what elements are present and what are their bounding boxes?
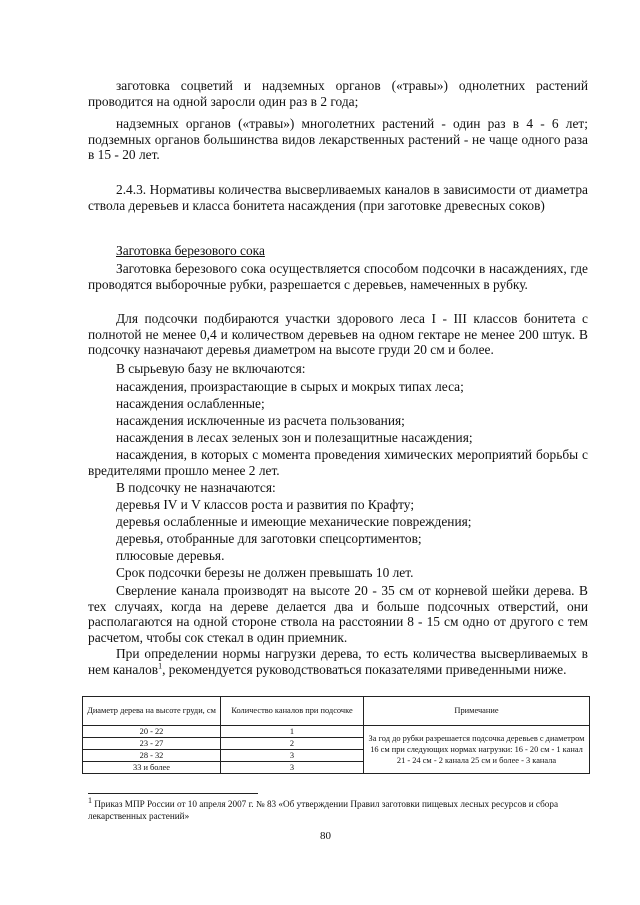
list-line: В сырьевую базу не включаются:: [116, 361, 306, 376]
paragraph-perennial-plants: надземных органов («травы») многолетних растений - один раз в 4 - 6 лет; подземных органов большинства видов лекарственных растений - не чаще одного раза в 15 - 20 лет.: [88, 116, 588, 163]
subheading-birch-sap: Заготовка березового сока: [116, 243, 265, 258]
list-line: насаждения в лесах зеленых зон и полезащитные насаждения;: [116, 430, 473, 445]
paragraph-annual-plants: заготовка соцветий и надземных органов («травы») однолетних растений проводится на одной заросли один раз в 2 года;: [88, 78, 588, 109]
table-row: [83, 726, 590, 738]
table-header-row: [83, 697, 590, 726]
cell-diameter: 33 и более: [83, 762, 221, 774]
section-heading-2-4-3: 2.4.3. Нормативы количества высверливаемых каналов в зависимости от диаметра ствола деревьев и класса бонитета насаждения (при заготовке древесных соков): [88, 182, 588, 213]
paragraph-birch-sap-intro: Заготовка березового сока осуществляется способом подсочки в насаждениях, где проводятся выборочные рубки, разрешается с деревьев, намеченных в рубку.: [88, 261, 588, 292]
header-channels: Количество каналов при подсочке: [221, 697, 364, 726]
cell-channels: 1: [221, 726, 364, 738]
cell-diameter: 23 - 27: [83, 738, 221, 750]
list-line: плюсовые деревья.: [116, 548, 225, 563]
cell-channels: 2: [221, 738, 364, 750]
header-note: Примечание: [364, 697, 590, 726]
footnote-text: Приказ МПР России от 10 апреля 2007 г. № 83 «Об утверждении Правил заготовки пищевых лесных ресурсов и сбора лекарственных растений»: [88, 799, 559, 821]
footnote-ref: 1: [158, 661, 163, 671]
cell-note: За год до рубки разрешается подсочка деревьев с диаметром 16 см при следующих нормах нагрузки: 16 - 20 см - 1 канал 21 - 24 см - 2 канала 25 см и более - 3 канала: [364, 726, 590, 774]
footnote: [88, 795, 588, 822]
cell-channels: 3: [221, 750, 364, 762]
paragraph-chemical-treatment: насаждения, в которых с момента проведения химических мероприятий борьбы с вредителями прошло менее 2 лет.: [88, 447, 588, 478]
page-number: 80: [320, 830, 331, 842]
list-line: насаждения исключенные из расчета пользования;: [116, 413, 405, 428]
list-line: В подсочку не назначаются:: [116, 480, 276, 495]
paragraph-drilling: Сверление канала производят на высоте 20 - 35 см от корневой шейки дерева. В тех случаях, когда на дереве делается два и больше подсочных отверстий, они располагаются на одной стороне ствола на расстоянии 8 - 15 см одно от другого с тем расчетом, чтобы сок стекал в один приемник.: [88, 583, 588, 645]
list-line: деревья IV и V классов роста и развития по Крафту;: [116, 497, 415, 512]
load-norm-text: При определении нормы нагрузки дерева, то есть количества высверливаемых в нем каналов: [88, 646, 588, 677]
cell-diameter: 20 - 22: [83, 726, 221, 738]
cell-diameter: 28 - 32: [83, 750, 221, 762]
cell-channels: 3: [221, 762, 364, 774]
paragraph-load-norm: [88, 646, 588, 677]
paragraph-plot-selection: Для подсочки подбираются участки здорового леса I - III классов бонитета с полнотой не менее 0,4 и количеством деревьев на одном гектаре не менее 200 штук. В подсочку назначают деревья диаметром на высоте груди 20 см и более.: [88, 311, 588, 358]
list-line: Срок подсочки березы не должен превышать 10 лет.: [116, 565, 414, 580]
list-line: деревья ослабленные и имеющие механические повреждения;: [116, 514, 472, 529]
header-diameter: Диаметр дерева на высоте груди, см: [83, 697, 221, 726]
load-norm-text-end: , рекомендуется руководствоваться показателями приведенными ниже.: [162, 661, 567, 677]
channels-table: [82, 696, 590, 774]
list-line: деревья, отобранные для заготовки спецсортиментов;: [116, 531, 422, 546]
list-line: насаждения, произрастающие в сырых и мокрых типах леса;: [116, 379, 464, 394]
footnote-divider: [88, 793, 258, 794]
footnote-mark: 1: [88, 795, 92, 805]
list-line: насаждения ослабленные;: [116, 396, 265, 411]
